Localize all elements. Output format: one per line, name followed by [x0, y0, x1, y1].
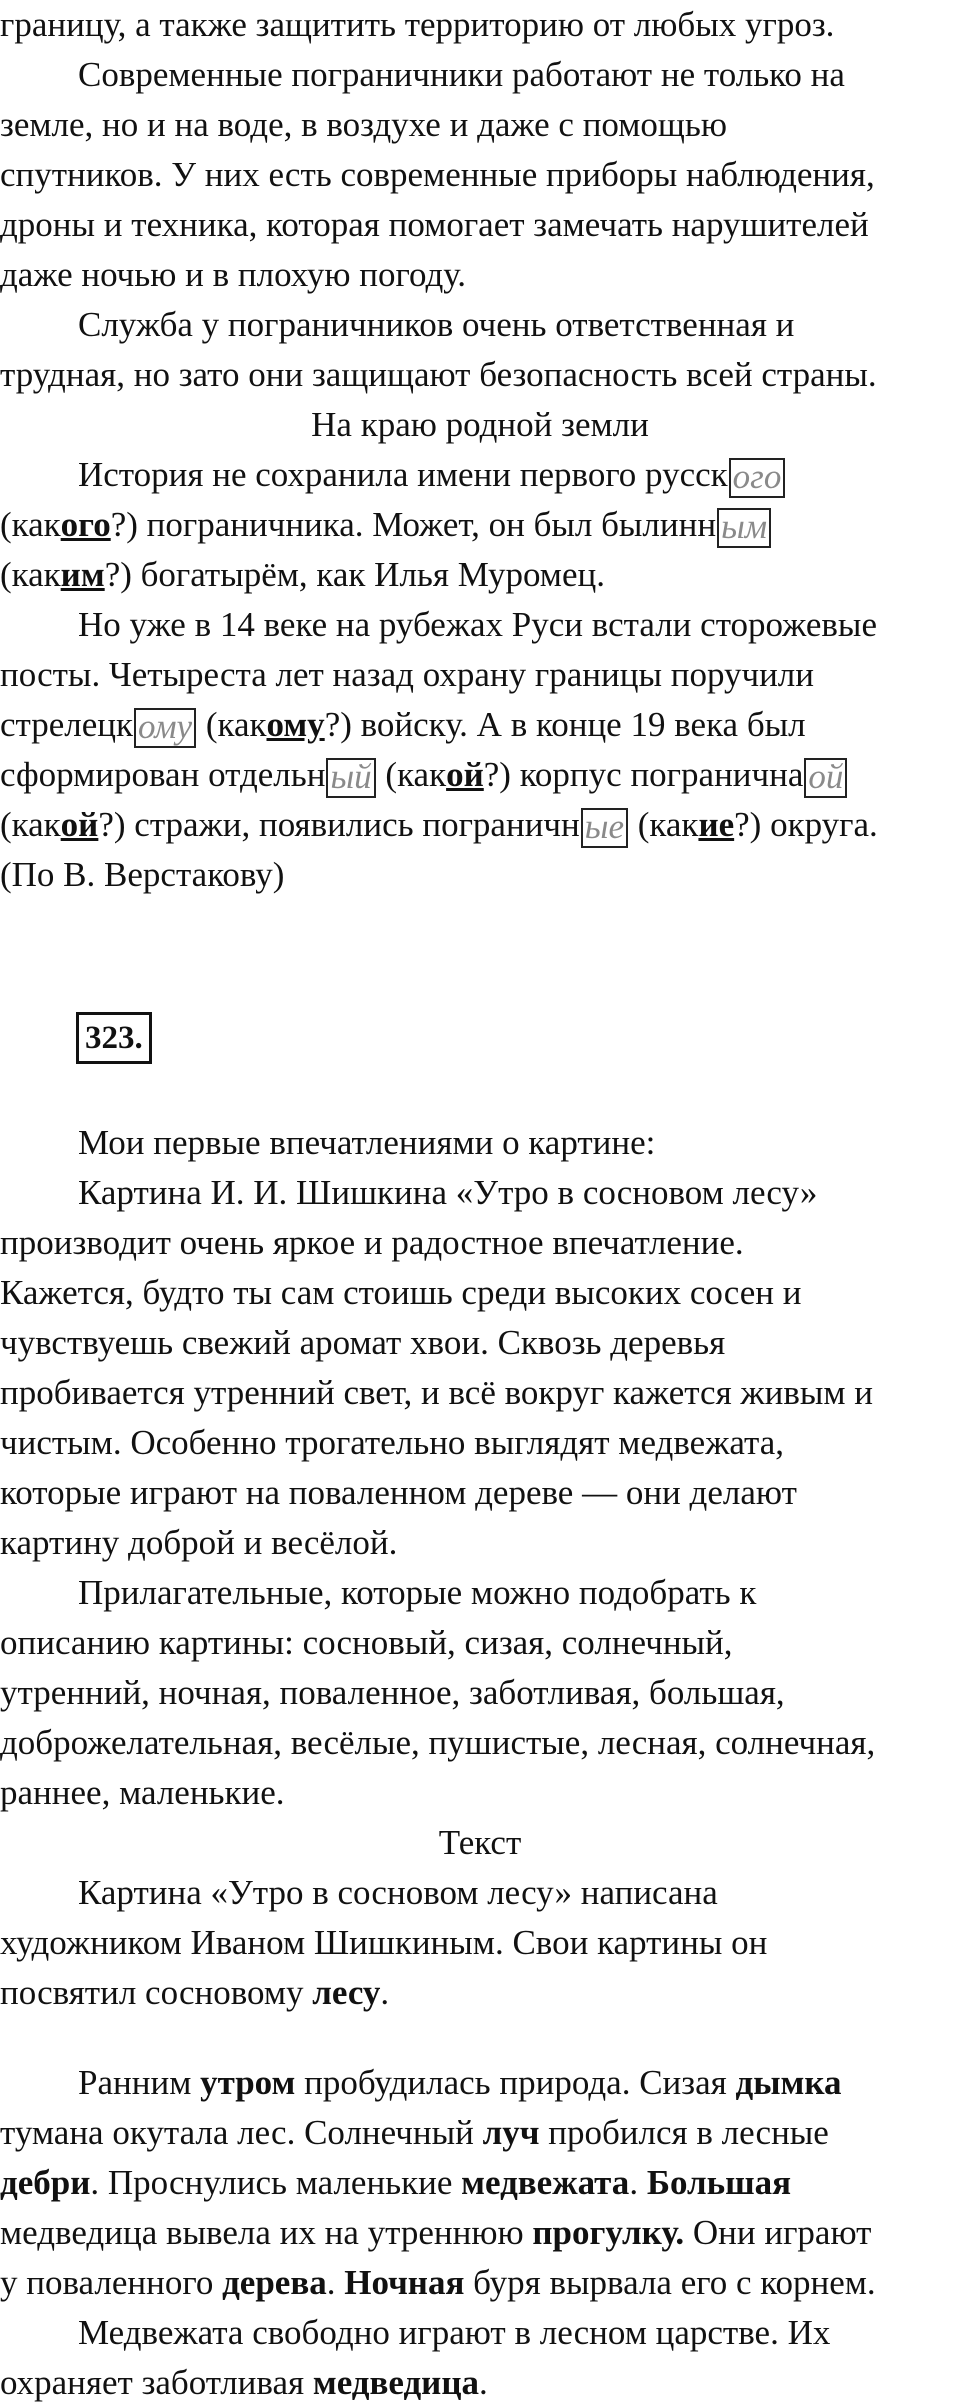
text-line — [0, 1618, 733, 1668]
text-line — [78, 50, 845, 100]
line-text: даже ночью и в плохую погоду. — [0, 255, 467, 294]
text-line — [0, 250, 466, 300]
text-line — [0, 1218, 744, 1268]
text-line — [0, 1268, 801, 1318]
text-line — [0, 1418, 784, 1468]
line-text: посты. Четыреста лет назад охрану границы поручили — [0, 655, 815, 694]
text-line — [78, 1168, 817, 1218]
text-line — [0, 1718, 875, 1768]
ending-box: ый — [326, 758, 375, 798]
text-line — [0, 2108, 829, 2158]
text-line — [0, 1968, 389, 2018]
text-line — [0, 550, 605, 600]
line-text: . — [380, 1973, 390, 2012]
line-text: земле, но и на воде, в воздухе и даже с помощью — [0, 105, 727, 144]
section-title-text: На краю родной земли — [311, 405, 649, 444]
text-line — [0, 1668, 785, 1718]
bold-word: дерева — [222, 2263, 327, 2302]
line-text: (как — [197, 705, 267, 744]
line-text: ?) округа. — [734, 805, 878, 844]
text-line — [78, 600, 877, 650]
ending-box: ого — [729, 458, 786, 498]
text-line — [78, 1118, 655, 1168]
text-line — [0, 1518, 397, 1568]
text-line — [0, 100, 727, 150]
text-line — [0, 2358, 488, 2408]
line-text: Современные пограничники работают не только на — [78, 55, 845, 94]
line-text: Медвежата свободно играют в лесном царстве. Их — [78, 2313, 831, 2352]
text-line — [0, 700, 806, 750]
line-text: описанию картины: сосновый, сизая, солнечный, — [0, 1623, 733, 1662]
line-text: . — [479, 2363, 488, 2402]
text-line — [0, 1768, 285, 1818]
text-line — [78, 1868, 718, 1918]
ending-box: ой — [804, 758, 847, 798]
line-text: пробудилась природа. Сизая — [295, 2063, 736, 2102]
text-line — [78, 300, 794, 350]
line-text: (как — [0, 505, 61, 544]
line-text: История не сохранила имени первого русск — [78, 455, 728, 494]
text-title-text: Текст — [438, 1823, 522, 1862]
text-line — [0, 0, 834, 50]
line-text: Служба у пограничников очень ответственная и — [78, 305, 795, 344]
line-text: пробивается утренний свет, и всё вокруг кажется живым и — [0, 1373, 874, 1412]
line-text: ?) пограничника. Может, он был былинн — [110, 505, 717, 544]
text-line — [0, 1368, 873, 1418]
bold-word: Большая — [646, 2163, 792, 2202]
bold-word: прогулку. — [532, 2213, 685, 2252]
line-text: трудная, но зато они защищают безопасность всей страны. — [0, 355, 877, 394]
line-text: (как — [629, 805, 699, 844]
line-text: ?) стражи, появились пограничн — [98, 805, 580, 844]
line-text: Мои первые впечатлениями о картине: — [78, 1123, 656, 1162]
text-line — [0, 2208, 871, 2258]
line-text: стрелецк — [0, 705, 134, 744]
text-line — [0, 1468, 797, 1518]
line-text: Они играют — [684, 2213, 872, 2252]
text-line — [0, 200, 869, 250]
bold-word: луч — [482, 2113, 540, 2152]
line-text: (как — [0, 555, 61, 594]
line-text: утренний, ночная, поваленное, заботливая, большая, — [0, 1673, 785, 1712]
text-line — [78, 2058, 842, 2108]
line-text: доброжелательная, весёлые, пушистые, лесная, солнечная, — [0, 1723, 876, 1762]
text-line — [78, 450, 786, 500]
line-text: медведица вывела их на утреннюю — [0, 2213, 533, 2252]
line-text: ?) корпус погранична — [483, 755, 804, 794]
ending-box: ому — [134, 708, 196, 748]
text-line — [0, 2158, 791, 2208]
text-line — [78, 2308, 830, 2358]
line-text: у поваленного — [0, 2263, 223, 2302]
line-text: ?) войску. А в конце 19 века был — [324, 705, 806, 744]
line-text: чувствуешь свежий аромат хвои. Сквозь деревья — [0, 1323, 726, 1362]
line-text: раннее, маленькие. — [0, 1773, 285, 1812]
line-text: художником Иваном Шишкиным. Свои картины он — [0, 1923, 768, 1962]
line-text: картину доброй и весёлой. — [0, 1523, 398, 1562]
exercise-number: 323. — [76, 1012, 152, 1064]
question-ending: ого — [60, 505, 111, 544]
line-text: . — [326, 2263, 345, 2302]
line-text: чистым. Особенно трогательно выглядят медвежата, — [0, 1423, 785, 1462]
line-text: Картина И. И. Шишкина «Утро в сосновом лесу» — [78, 1173, 818, 1212]
line-text: сформирован отдельн — [0, 755, 326, 794]
section-title — [0, 400, 960, 450]
question-ending: ие — [698, 805, 735, 844]
line-text: (как — [0, 805, 61, 844]
bold-word: лесу — [312, 1973, 381, 2012]
line-text: производит очень яркое и радостное впечатление. — [0, 1223, 744, 1262]
question-ending: ой — [60, 805, 99, 844]
text-title — [0, 1818, 960, 1868]
question-ending: ому — [266, 705, 325, 744]
text-line — [0, 1318, 725, 1368]
line-text: посвятил сосновому — [0, 1973, 313, 2012]
bold-word: дымка — [735, 2063, 842, 2102]
source-text: (По В. Верстакову) — [0, 855, 285, 894]
line-text: которые играют на поваленном дереве — они делают — [0, 1473, 797, 1512]
line-text: ?) богатырём, как Илья Муромец. — [104, 555, 605, 594]
text-line — [0, 2258, 876, 2308]
line-text: пробился в лесные — [539, 2113, 829, 2152]
line-text: Кажется, будто ты сам стоишь среди высоких сосен и — [0, 1273, 802, 1312]
source-line — [0, 850, 284, 900]
ending-box: ым — [717, 508, 771, 548]
line-text: охраняет заботливая — [0, 2363, 313, 2402]
bold-word: Ночная — [344, 2263, 465, 2302]
line-text: . — [629, 2163, 647, 2202]
text-line — [78, 1568, 756, 1618]
line-text: Прилагательные, которые можно подобрать к — [78, 1573, 757, 1612]
bold-word: медведица — [312, 2363, 479, 2402]
text-line — [0, 650, 814, 700]
line-text: тумана окутала лес. Солнечный — [0, 2113, 483, 2152]
text-line — [0, 350, 877, 400]
line-text: дроны и техника, которая помогает замечать нарушителей — [0, 205, 869, 244]
bold-word: дебри — [0, 2163, 91, 2202]
line-text: (как — [376, 755, 447, 794]
text-line — [0, 150, 875, 200]
line-text: Картина «Утро в сосновом лесу» написана — [78, 1873, 718, 1912]
question-ending: им — [60, 555, 105, 594]
line-text: буря вырвала его с корнем. — [464, 2263, 876, 2302]
bold-word: медвежата — [461, 2163, 630, 2202]
question-ending: ой — [446, 755, 484, 794]
text-line — [0, 500, 772, 550]
line-text: . Проснулись маленькие — [90, 2163, 462, 2202]
text-line — [0, 750, 848, 800]
ending-box: ые — [581, 808, 628, 848]
text-line — [0, 800, 878, 850]
line-text: спутников. У них есть современные приборы наблюдения, — [0, 155, 875, 194]
line-text: границу, а также защитить территорию от любых угроз. — [0, 5, 835, 44]
bold-word: утром — [200, 2063, 296, 2102]
line-text: Но уже в 14 веке на рубежах Руси встали сторожевые — [78, 605, 877, 644]
text-line — [0, 1918, 767, 1968]
line-text: Ранним — [78, 2063, 201, 2102]
